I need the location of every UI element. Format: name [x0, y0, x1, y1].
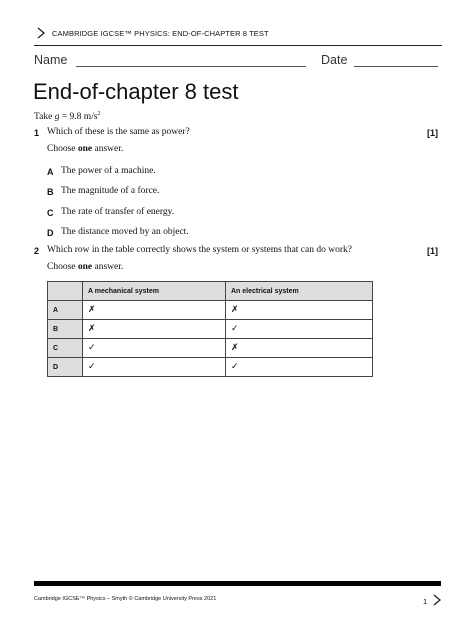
question-2-text: Which row in the table correctly shows the system or systems that can do work? — [47, 245, 352, 255]
name-field-line[interactable] — [76, 66, 306, 67]
given-gravity — [34, 111, 101, 122]
table-header-row — [48, 282, 373, 301]
option-c-letter[interactable]: C — [47, 208, 54, 218]
row-label: A — [48, 301, 83, 320]
page-title: End-of-chapter 8 test — [33, 79, 239, 104]
option-b-letter[interactable]: B — [47, 187, 54, 197]
given-variable: g — [54, 112, 60, 123]
question-1-text: Which of these is the same as power? — [47, 127, 190, 137]
question-2-instruction — [47, 262, 123, 272]
option-c-text[interactable]: The rate of transfer of energy. — [61, 207, 175, 217]
row-label: C — [48, 339, 83, 358]
question-1-marks: [1] — [427, 128, 438, 138]
electrical-cell: ✗ — [226, 339, 373, 358]
table-header-blank — [48, 282, 83, 301]
table-header-electrical: An electrical system — [226, 282, 373, 301]
option-d-text[interactable]: The distance moved by an object. — [61, 227, 189, 237]
mechanical-cell: ✓ — [83, 339, 226, 358]
question-2-number: 2 — [34, 246, 40, 256]
table-row[interactable] — [48, 339, 373, 358]
header-divider — [34, 45, 442, 46]
instruction-pre: Choose — [47, 144, 78, 154]
option-a-letter[interactable]: A — [47, 167, 54, 177]
option-d-letter[interactable]: D — [47, 228, 54, 238]
instruction-bold: one — [77, 262, 93, 272]
option-b-text[interactable]: The magnitude of a force. — [61, 186, 160, 196]
page-number: 1 — [423, 597, 428, 606]
date-label: Date — [321, 53, 348, 67]
given-exponent: 2 — [97, 111, 101, 117]
instruction-post: answer. — [92, 144, 124, 154]
instruction-post: answer. — [92, 262, 124, 272]
chevron-right-icon — [34, 26, 48, 40]
footer-copyright: Cambridge IGCSE™ Physics – Smyth © Cambridge University Press 2021 — [34, 596, 217, 602]
table-header-mechanical: A mechanical system — [83, 282, 226, 301]
instruction-bold: one — [77, 144, 93, 154]
mechanical-cell: ✓ — [83, 358, 226, 377]
name-label: Name — [34, 53, 68, 67]
mechanical-cell: ✗ — [83, 320, 226, 339]
electrical-cell: ✓ — [226, 320, 373, 339]
electrical-cell: ✓ — [226, 358, 373, 377]
row-label: B — [48, 320, 83, 339]
table-row[interactable] — [48, 320, 373, 339]
mechanical-cell: ✗ — [83, 301, 226, 320]
row-label: D — [48, 358, 83, 377]
date-field-line[interactable] — [354, 66, 438, 67]
option-a-text[interactable]: The power of a machine. — [61, 166, 156, 176]
question-1-instruction — [47, 144, 123, 154]
table-row[interactable] — [48, 358, 373, 377]
given-equation: = 9.8 m/s — [59, 112, 98, 123]
header-title: CAMBRIDGE IGCSE™ PHYSICS: END-OF-CHAPTER 8 TEST — [52, 29, 269, 38]
table-row[interactable] — [48, 301, 373, 320]
question-2-marks: [1] — [427, 246, 438, 256]
footer-bar — [34, 581, 441, 586]
question-1-number: 1 — [34, 128, 40, 138]
instruction-pre: Choose — [47, 262, 78, 272]
given-prefix: Take — [34, 112, 55, 123]
systems-table — [47, 281, 373, 377]
chevron-right-icon[interactable] — [431, 593, 443, 607]
electrical-cell: ✗ — [226, 301, 373, 320]
